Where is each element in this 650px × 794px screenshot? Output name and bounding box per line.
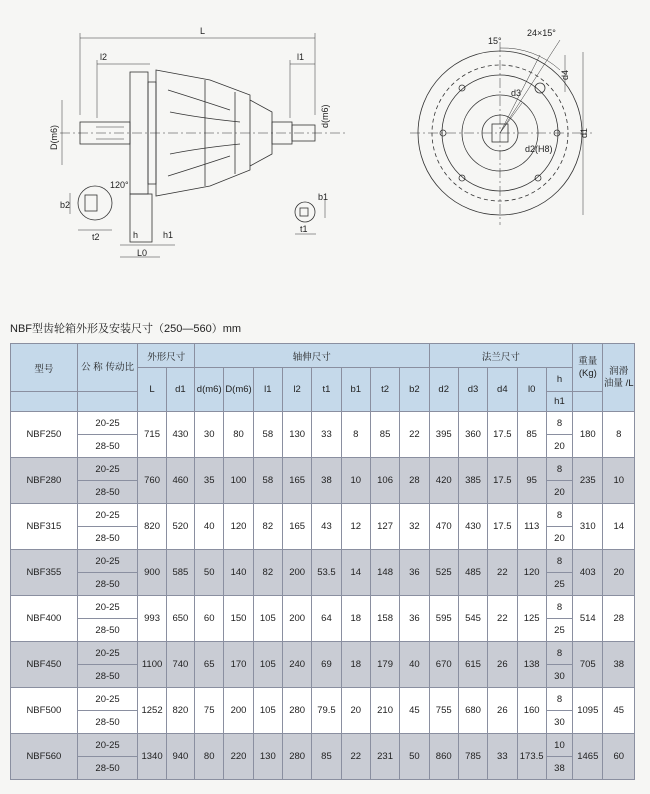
value-cell: 33 bbox=[488, 734, 517, 780]
oil-cell: 60 bbox=[603, 734, 635, 780]
h1-cell: 20 bbox=[546, 481, 572, 504]
table-row bbox=[11, 504, 635, 527]
h-cell: 8 bbox=[546, 688, 572, 711]
label-h1: h1 bbox=[163, 230, 174, 240]
value-cell: 220 bbox=[224, 734, 253, 780]
label-b2: b2 bbox=[60, 200, 71, 210]
value-cell: 85 bbox=[312, 734, 341, 780]
value-cell: 26 bbox=[488, 688, 517, 734]
h-cell: 8 bbox=[546, 504, 572, 527]
header-ratio-spacer bbox=[77, 392, 138, 412]
value-cell: 650 bbox=[166, 596, 194, 642]
value-cell: 470 bbox=[429, 504, 458, 550]
ratio-cell: 20-25 bbox=[77, 458, 138, 481]
value-cell: 125 bbox=[517, 596, 546, 642]
value-cell: 595 bbox=[429, 596, 458, 642]
value-cell: 17.5 bbox=[488, 412, 517, 458]
label-t1: t1 bbox=[300, 224, 308, 234]
value-cell: 18 bbox=[341, 596, 370, 642]
value-cell: 545 bbox=[458, 596, 487, 642]
ratio-cell: 28-50 bbox=[77, 757, 138, 780]
header-col: l0 bbox=[517, 368, 546, 412]
weight-cell: 514 bbox=[573, 596, 603, 642]
model-cell: NBF280 bbox=[11, 458, 78, 504]
h1-cell: 25 bbox=[546, 619, 572, 642]
model-cell: NBF315 bbox=[11, 504, 78, 550]
oil-cell: 38 bbox=[603, 642, 635, 688]
ratio-cell: 28-50 bbox=[77, 665, 138, 688]
label-bolts: 24×15° bbox=[527, 28, 556, 38]
header-col: d(m6) bbox=[195, 368, 224, 412]
weight-cell: 403 bbox=[573, 550, 603, 596]
label-L0: L0 bbox=[137, 248, 148, 258]
value-cell: 200 bbox=[282, 550, 311, 596]
value-cell: 36 bbox=[400, 550, 429, 596]
label-l2: l2 bbox=[100, 52, 108, 62]
ratio-cell: 28-50 bbox=[77, 573, 138, 596]
value-cell: 36 bbox=[400, 596, 429, 642]
ratio-cell: 20-25 bbox=[77, 504, 138, 527]
table-row bbox=[11, 412, 635, 435]
value-cell: 40 bbox=[195, 504, 224, 550]
value-cell: 231 bbox=[370, 734, 399, 780]
value-cell: 95 bbox=[517, 458, 546, 504]
value-cell: 69 bbox=[312, 642, 341, 688]
header-col: l2 bbox=[282, 368, 311, 412]
value-cell: 158 bbox=[370, 596, 399, 642]
header-outer: 外形尺寸 bbox=[138, 344, 195, 368]
value-cell: 65 bbox=[195, 642, 224, 688]
weight-cell: 180 bbox=[573, 412, 603, 458]
value-cell: 60 bbox=[195, 596, 224, 642]
value-cell: 38 bbox=[312, 458, 341, 504]
value-cell: 17.5 bbox=[488, 458, 517, 504]
value-cell: 85 bbox=[370, 412, 399, 458]
h-cell: 8 bbox=[546, 412, 572, 435]
h-cell: 8 bbox=[546, 596, 572, 619]
value-cell: 170 bbox=[224, 642, 253, 688]
ratio-cell: 28-50 bbox=[77, 527, 138, 550]
value-cell: 82 bbox=[253, 504, 282, 550]
value-cell: 105 bbox=[253, 596, 282, 642]
value-cell: 58 bbox=[253, 458, 282, 504]
table-row bbox=[11, 734, 635, 757]
value-cell: 160 bbox=[517, 688, 546, 734]
value-cell: 200 bbox=[224, 688, 253, 734]
value-cell: 820 bbox=[166, 688, 194, 734]
value-cell: 50 bbox=[195, 550, 224, 596]
label-t2: t2 bbox=[92, 232, 100, 242]
label-d2: d2(H8) bbox=[525, 144, 553, 154]
oil-cell: 20 bbox=[603, 550, 635, 596]
label-h: h bbox=[133, 230, 139, 240]
label-l1: l1 bbox=[297, 52, 305, 62]
value-cell: 80 bbox=[195, 734, 224, 780]
table-row bbox=[11, 642, 635, 665]
value-cell: 940 bbox=[166, 734, 194, 780]
model-cell: NBF250 bbox=[11, 412, 78, 458]
oil-cell: 14 bbox=[603, 504, 635, 550]
label-d1: d1 bbox=[579, 127, 589, 138]
value-cell: 1252 bbox=[138, 688, 166, 734]
model-cell: NBF500 bbox=[11, 688, 78, 734]
value-cell: 900 bbox=[138, 550, 166, 596]
ratio-cell: 20-25 bbox=[77, 642, 138, 665]
value-cell: 179 bbox=[370, 642, 399, 688]
value-cell: 75 bbox=[195, 688, 224, 734]
value-cell: 680 bbox=[458, 688, 487, 734]
h-cell: 8 bbox=[546, 550, 572, 573]
header-col: b1 bbox=[341, 368, 370, 412]
value-cell: 585 bbox=[166, 550, 194, 596]
ratio-cell: 20-25 bbox=[77, 596, 138, 619]
table-body bbox=[11, 412, 635, 780]
header-model: 型号 bbox=[11, 344, 78, 392]
value-cell: 240 bbox=[282, 642, 311, 688]
value-cell: 22 bbox=[400, 412, 429, 458]
ratio-cell: 28-50 bbox=[77, 619, 138, 642]
header-h: h bbox=[546, 368, 572, 392]
table-title: NBF型齿轮箱外形及安装尺寸（250—560）mm bbox=[10, 323, 242, 335]
value-cell: 105 bbox=[253, 688, 282, 734]
value-cell: 785 bbox=[458, 734, 487, 780]
value-cell: 138 bbox=[517, 642, 546, 688]
value-cell: 50 bbox=[400, 734, 429, 780]
header-flange: 法兰尺寸 bbox=[429, 344, 573, 368]
model-cell: NBF355 bbox=[11, 550, 78, 596]
value-cell: 32 bbox=[400, 504, 429, 550]
value-cell: 430 bbox=[458, 504, 487, 550]
oil-cell: 45 bbox=[603, 688, 635, 734]
value-cell: 360 bbox=[458, 412, 487, 458]
ratio-cell: 20-25 bbox=[77, 412, 138, 435]
value-cell: 430 bbox=[166, 412, 194, 458]
label-angle-120: 120° bbox=[110, 180, 129, 190]
ratio-cell: 28-50 bbox=[77, 711, 138, 734]
value-cell: 18 bbox=[341, 642, 370, 688]
value-cell: 525 bbox=[429, 550, 458, 596]
value-cell: 10 bbox=[341, 458, 370, 504]
model-cell: NBF560 bbox=[11, 734, 78, 780]
weight-cell: 705 bbox=[573, 642, 603, 688]
value-cell: 127 bbox=[370, 504, 399, 550]
value-cell: 420 bbox=[429, 458, 458, 504]
value-cell: 12 bbox=[341, 504, 370, 550]
value-cell: 85 bbox=[517, 412, 546, 458]
value-cell: 140 bbox=[224, 550, 253, 596]
h1-cell: 30 bbox=[546, 665, 572, 688]
value-cell: 120 bbox=[517, 550, 546, 596]
ratio-cell: 28-50 bbox=[77, 481, 138, 504]
value-cell: 30 bbox=[195, 412, 224, 458]
label-d3: d3 bbox=[511, 88, 522, 98]
h-cell: 8 bbox=[546, 458, 572, 481]
weight-cell: 310 bbox=[573, 504, 603, 550]
label-D-m6: D(m6) bbox=[49, 125, 59, 150]
value-cell: 200 bbox=[282, 596, 311, 642]
value-cell: 14 bbox=[341, 550, 370, 596]
value-cell: 45 bbox=[400, 688, 429, 734]
oil-cell: 28 bbox=[603, 596, 635, 642]
value-cell: 1100 bbox=[138, 642, 166, 688]
header-col: d2 bbox=[429, 368, 458, 412]
weight-cell: 1465 bbox=[573, 734, 603, 780]
oil-cell: 8 bbox=[603, 412, 635, 458]
value-cell: 385 bbox=[458, 458, 487, 504]
value-cell: 165 bbox=[282, 458, 311, 504]
value-cell: 58 bbox=[253, 412, 282, 458]
h1-cell: 20 bbox=[546, 527, 572, 550]
header-col: t1 bbox=[312, 368, 341, 412]
header-col: L bbox=[138, 368, 166, 412]
value-cell: 485 bbox=[458, 550, 487, 596]
value-cell: 100 bbox=[224, 458, 253, 504]
header-model-spacer bbox=[11, 392, 78, 412]
value-cell: 105 bbox=[253, 642, 282, 688]
value-cell: 150 bbox=[224, 596, 253, 642]
value-cell: 395 bbox=[429, 412, 458, 458]
model-cell: NBF400 bbox=[11, 596, 78, 642]
value-cell: 860 bbox=[429, 734, 458, 780]
value-cell: 148 bbox=[370, 550, 399, 596]
value-cell: 120 bbox=[224, 504, 253, 550]
label-d-m6: d(m6) bbox=[320, 104, 330, 128]
ratio-cell: 28-50 bbox=[77, 435, 138, 458]
value-cell: 22 bbox=[488, 596, 517, 642]
value-cell: 173.5 bbox=[517, 734, 546, 780]
ratio-cell: 20-25 bbox=[77, 734, 138, 757]
value-cell: 40 bbox=[400, 642, 429, 688]
table-row bbox=[11, 458, 635, 481]
value-cell: 26 bbox=[488, 642, 517, 688]
value-cell: 670 bbox=[429, 642, 458, 688]
header-shaft: 轴伸尺寸 bbox=[195, 344, 430, 368]
value-cell: 615 bbox=[458, 642, 487, 688]
value-cell: 715 bbox=[138, 412, 166, 458]
weight-cell: 235 bbox=[573, 458, 603, 504]
value-cell: 820 bbox=[138, 504, 166, 550]
value-cell: 33 bbox=[312, 412, 341, 458]
value-cell: 760 bbox=[138, 458, 166, 504]
value-cell: 755 bbox=[429, 688, 458, 734]
ratio-cell: 20-25 bbox=[77, 688, 138, 711]
header-col: b2 bbox=[400, 368, 429, 412]
value-cell: 113 bbox=[517, 504, 546, 550]
ratio-cell: 20-25 bbox=[77, 550, 138, 573]
value-cell: 79.5 bbox=[312, 688, 341, 734]
h1-cell: 30 bbox=[546, 711, 572, 734]
header-weight-spacer bbox=[573, 392, 603, 412]
value-cell: 740 bbox=[166, 642, 194, 688]
value-cell: 460 bbox=[166, 458, 194, 504]
value-cell: 64 bbox=[312, 596, 341, 642]
header-h1: h1 bbox=[546, 392, 572, 412]
value-cell: 130 bbox=[282, 412, 311, 458]
value-cell: 280 bbox=[282, 734, 311, 780]
header-col: l1 bbox=[253, 368, 282, 412]
value-cell: 80 bbox=[224, 412, 253, 458]
value-cell: 53.5 bbox=[312, 550, 341, 596]
label-L: L bbox=[200, 26, 206, 36]
value-cell: 130 bbox=[253, 734, 282, 780]
table-row bbox=[11, 550, 635, 573]
value-cell: 210 bbox=[370, 688, 399, 734]
label-angle-15: 15° bbox=[488, 36, 502, 46]
header-weight: 重量 (Kg) bbox=[573, 344, 603, 392]
label-d4: d4 bbox=[560, 69, 570, 80]
value-cell: 106 bbox=[370, 458, 399, 504]
label-b1: b1 bbox=[318, 192, 329, 202]
value-cell: 28 bbox=[400, 458, 429, 504]
h1-cell: 20 bbox=[546, 435, 572, 458]
value-cell: 22 bbox=[341, 734, 370, 780]
header-col: d3 bbox=[458, 368, 487, 412]
h1-cell: 38 bbox=[546, 757, 572, 780]
value-cell: 20 bbox=[341, 688, 370, 734]
weight-cell: 1095 bbox=[573, 688, 603, 734]
value-cell: 22 bbox=[488, 550, 517, 596]
value-cell: 8 bbox=[341, 412, 370, 458]
h-cell: 8 bbox=[546, 642, 572, 665]
value-cell: 17.5 bbox=[488, 504, 517, 550]
value-cell: 82 bbox=[253, 550, 282, 596]
value-cell: 1340 bbox=[138, 734, 166, 780]
oil-cell: 10 bbox=[603, 458, 635, 504]
value-cell: 520 bbox=[166, 504, 194, 550]
h-cell: 10 bbox=[546, 734, 572, 757]
value-cell: 993 bbox=[138, 596, 166, 642]
table-row bbox=[11, 596, 635, 619]
technical-drawing bbox=[0, 0, 650, 300]
value-cell: 35 bbox=[195, 458, 224, 504]
value-cell: 280 bbox=[282, 688, 311, 734]
header-col: d4 bbox=[488, 368, 517, 412]
model-cell: NBF450 bbox=[11, 642, 78, 688]
header-col: d1 bbox=[166, 368, 194, 412]
h1-cell: 25 bbox=[546, 573, 572, 596]
header-col: t2 bbox=[370, 368, 399, 412]
header-oil: 润滑 油量 /L bbox=[603, 344, 635, 412]
header-ratio: 公 称 传动比 bbox=[77, 344, 138, 392]
header-col: D(m6) bbox=[224, 368, 253, 412]
table-row bbox=[11, 688, 635, 711]
value-cell: 165 bbox=[282, 504, 311, 550]
value-cell: 43 bbox=[312, 504, 341, 550]
dimension-table bbox=[10, 343, 635, 780]
